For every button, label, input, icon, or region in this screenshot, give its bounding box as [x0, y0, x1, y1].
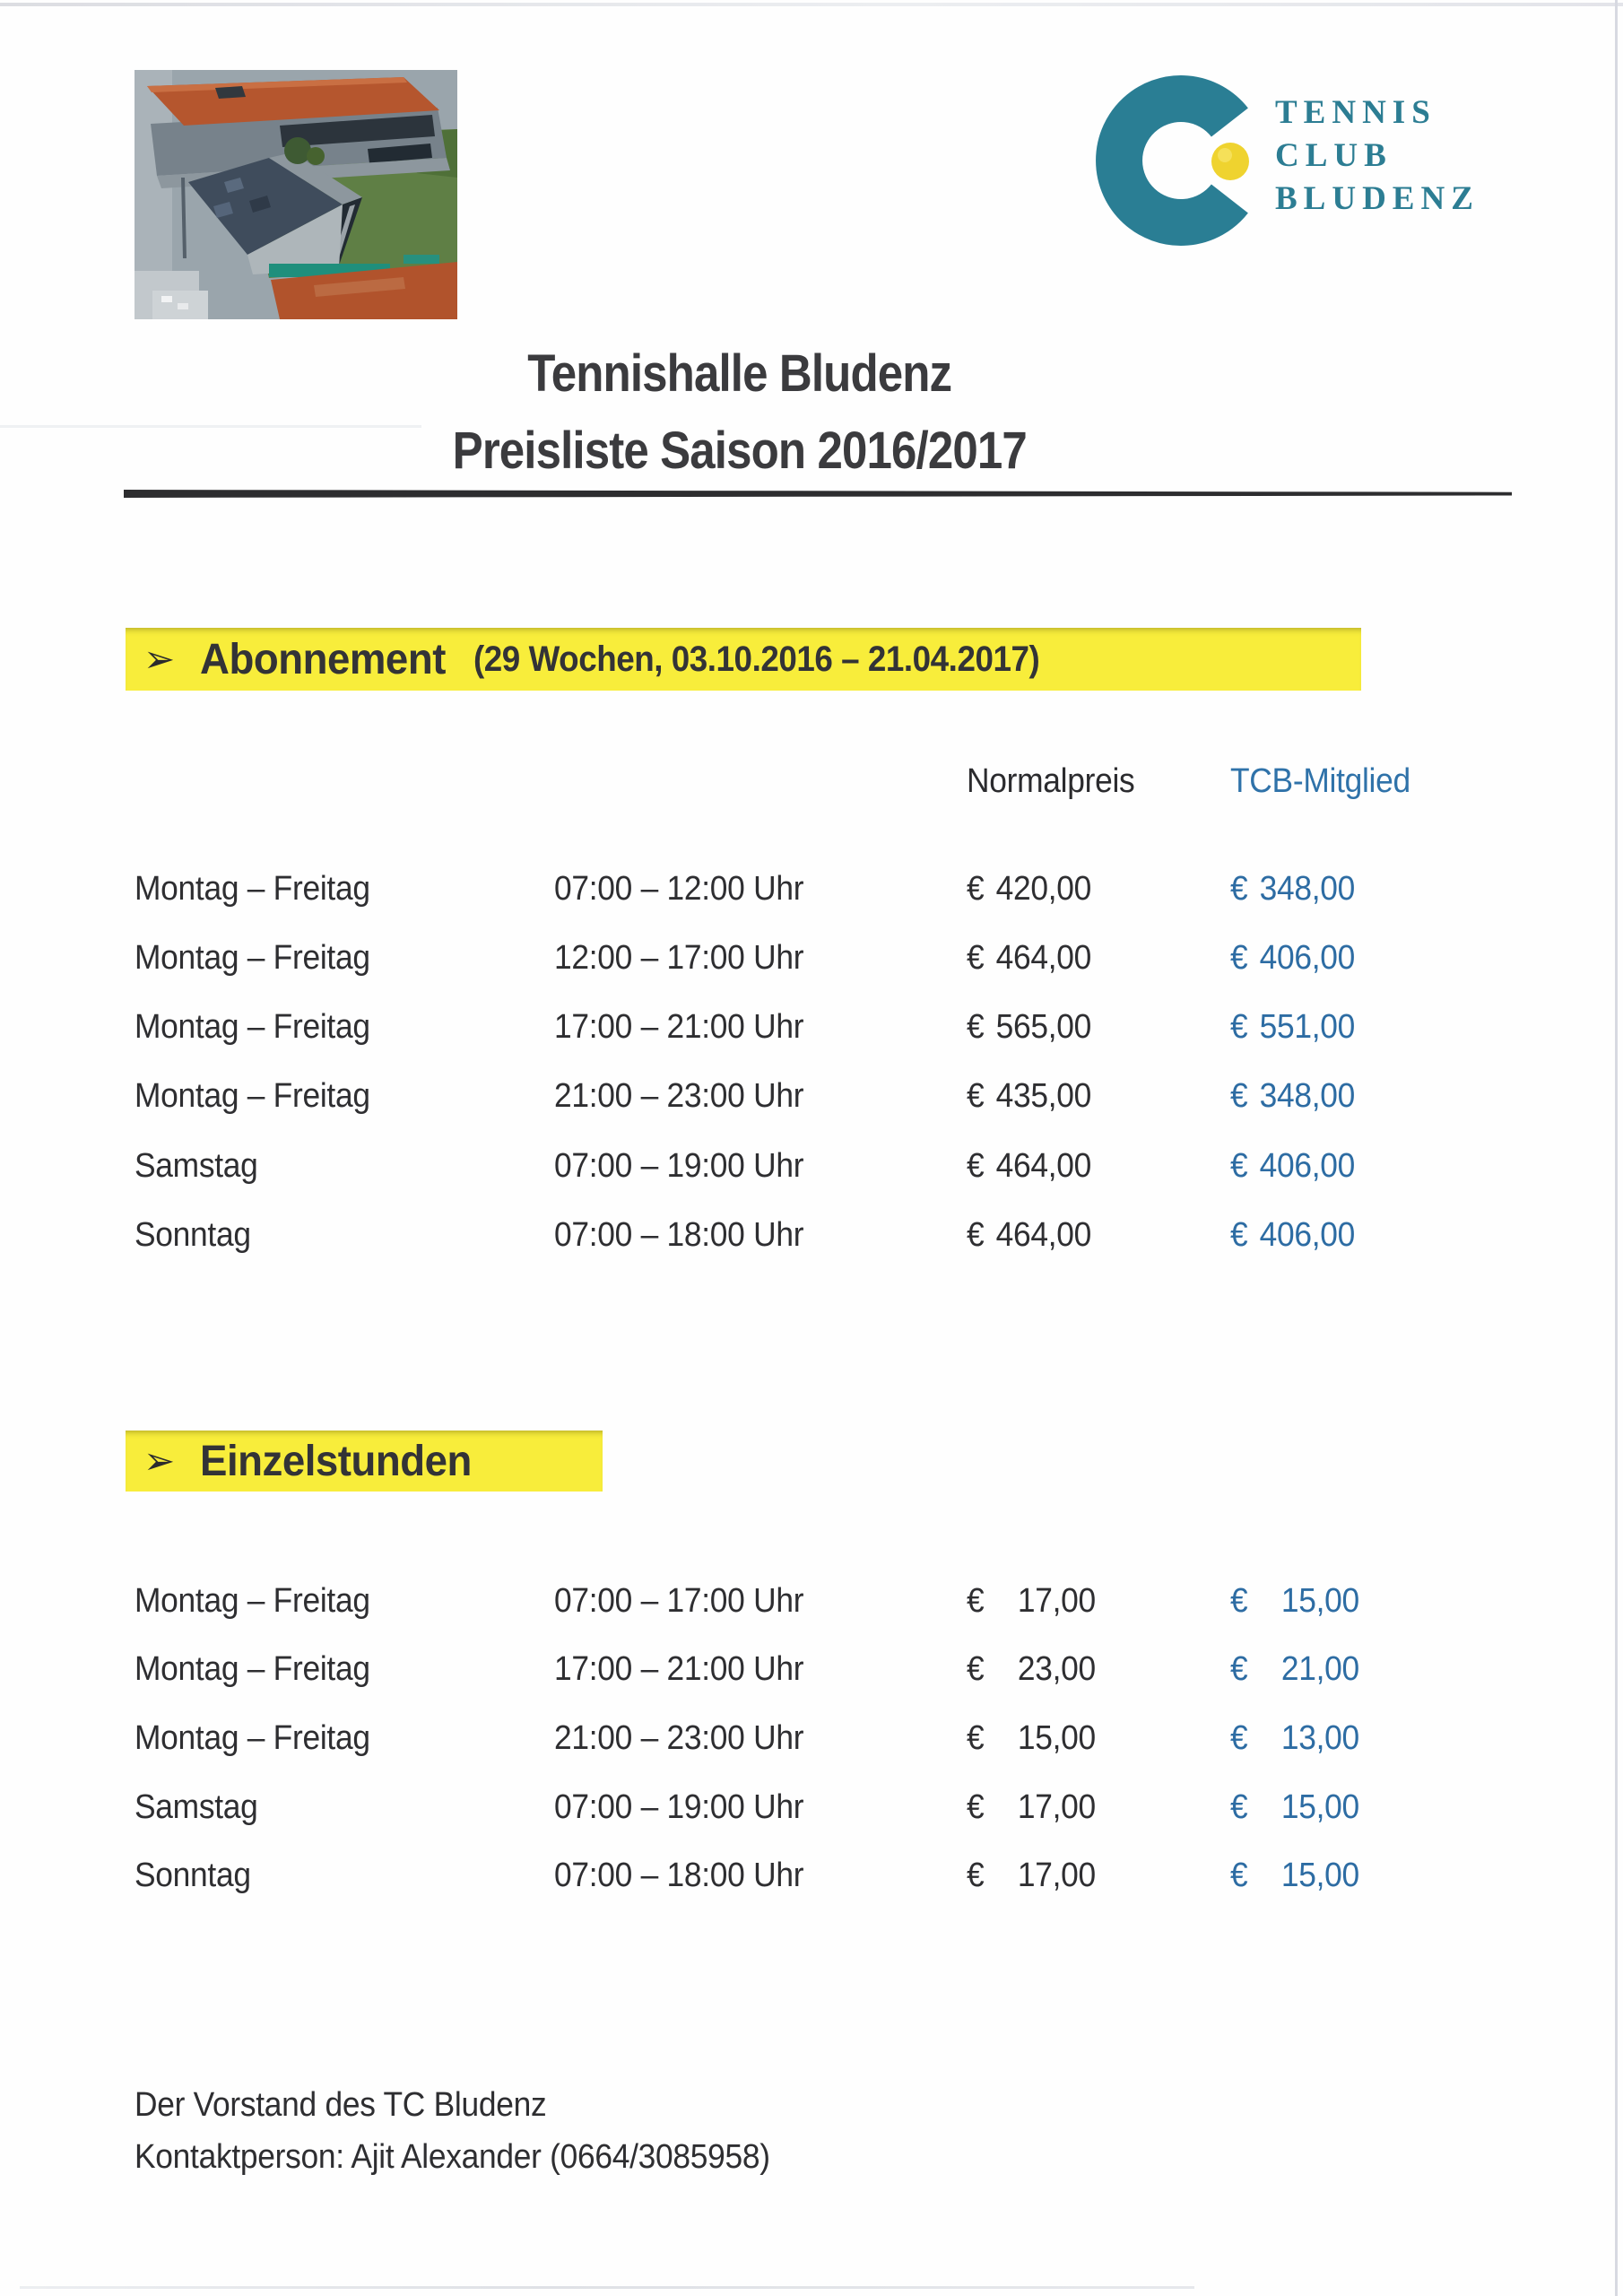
- club-logo-text: [1275, 91, 1480, 221]
- time-cell: 07:00 – 12:00 Uhr: [554, 870, 804, 908]
- day-cell: Montag – Freitag: [135, 1650, 370, 1688]
- footer-line1: Der Vorstand des TC Bludenz: [135, 2086, 547, 2124]
- document-title: [126, 346, 1354, 479]
- normal-price-cell: € 464,00: [967, 939, 1092, 977]
- day-cell: Montag – Freitag: [135, 870, 370, 908]
- price-table-header: [0, 762, 1623, 802]
- member-price-cell: € 551,00: [1230, 1008, 1356, 1046]
- time-cell: 12:00 – 17:00 Uhr: [554, 939, 804, 977]
- normal-price-cell: € 464,00: [967, 1216, 1092, 1254]
- member-price-cell: € 406,00: [1230, 1147, 1356, 1185]
- day-cell: Montag – Freitag: [135, 1008, 370, 1046]
- column-header-normalpreis: Normalpreis: [967, 762, 1135, 800]
- normal-price-cell: € 17,00: [967, 1788, 1096, 1826]
- document-title-line2: Preisliste Saison 2016/2017: [452, 422, 1028, 480]
- arrow-bullet-icon: ➢: [143, 637, 176, 681]
- scan-artifact-top: [0, 3, 1623, 6]
- time-cell: 07:00 – 18:00 Uhr: [554, 1857, 804, 1894]
- normal-price-cell: € 15,00: [967, 1719, 1096, 1757]
- time-cell: 07:00 – 19:00 Uhr: [554, 1788, 804, 1826]
- price-row: [0, 1216, 1623, 1256]
- price-row: [0, 1582, 1623, 1622]
- price-row: [0, 1650, 1623, 1690]
- price-row: [0, 1857, 1623, 1896]
- member-price-cell: € 15,00: [1230, 1582, 1359, 1620]
- time-cell: 07:00 – 18:00 Uhr: [554, 1216, 804, 1254]
- normal-price-cell: € 23,00: [967, 1650, 1096, 1688]
- day-cell: Montag – Freitag: [135, 939, 370, 977]
- arrow-bullet-icon: ➢: [143, 1439, 176, 1483]
- section-subtitle: (29 Wochen, 03.10.2016 – 21.04.2017): [473, 639, 1039, 679]
- day-cell: Sonntag: [135, 1857, 251, 1894]
- time-cell: 21:00 – 23:00 Uhr: [554, 1719, 804, 1757]
- title-divider: [124, 490, 1512, 498]
- member-price-cell: € 21,00: [1230, 1650, 1359, 1688]
- club-logo: [1096, 66, 1526, 259]
- tennishalle-aerial-photo: [135, 70, 457, 319]
- section-heading-einzelstunden: [126, 1431, 603, 1492]
- section-title: Abonnement: [200, 635, 447, 683]
- price-row: [0, 1719, 1623, 1759]
- price-row: [0, 1077, 1623, 1117]
- time-cell: 07:00 – 17:00 Uhr: [554, 1582, 804, 1620]
- time-cell: 21:00 – 23:00 Uhr: [554, 1077, 804, 1115]
- column-header-tcb-mitglied: TCB-Mitglied: [1230, 762, 1410, 800]
- normal-price-cell: € 565,00: [967, 1008, 1092, 1046]
- logo-text-line: BLUDENZ: [1275, 180, 1480, 217]
- price-row: [0, 939, 1623, 978]
- day-cell: Montag – Freitag: [135, 1077, 370, 1115]
- normal-price-cell: € 464,00: [967, 1147, 1092, 1185]
- normal-price-cell: € 435,00: [967, 1077, 1092, 1115]
- price-row: [0, 1008, 1623, 1048]
- logo-text-line: CLUB: [1275, 137, 1393, 174]
- day-cell: Sonntag: [135, 1216, 251, 1254]
- day-cell: Montag – Freitag: [135, 1719, 370, 1757]
- price-row: [0, 1147, 1623, 1187]
- aerial-photo-image: [135, 70, 457, 319]
- footer-line2: Kontaktperson: Ajit Alexander (0664/3085958): [135, 2138, 770, 2176]
- price-row: [0, 870, 1623, 909]
- day-cell: Samstag: [135, 1788, 258, 1826]
- logo-text-line: TENNIS: [1275, 94, 1436, 131]
- time-cell: 07:00 – 19:00 Uhr: [554, 1147, 804, 1185]
- member-price-cell: € 348,00: [1230, 1077, 1356, 1115]
- member-price-cell: € 406,00: [1230, 1216, 1356, 1254]
- tennis-ball-icon: [1211, 143, 1249, 180]
- time-cell: 17:00 – 21:00 Uhr: [554, 1008, 804, 1046]
- document-title-line1: Tennishalle Bludenz: [527, 344, 952, 403]
- member-price-cell: € 15,00: [1230, 1857, 1359, 1894]
- price-row: [0, 1788, 1623, 1828]
- time-cell: 17:00 – 21:00 Uhr: [554, 1650, 804, 1688]
- day-cell: Samstag: [135, 1147, 258, 1185]
- club-logo-c-icon: [1096, 66, 1262, 257]
- member-price-cell: € 13,00: [1230, 1719, 1359, 1757]
- day-cell: Montag – Freitag: [135, 1582, 370, 1620]
- member-price-cell: € 348,00: [1230, 870, 1356, 908]
- section-heading-abonnement: [126, 628, 1361, 691]
- scan-artifact-bottom: [20, 2286, 1194, 2289]
- normal-price-cell: € 17,00: [967, 1582, 1096, 1620]
- normal-price-cell: € 420,00: [967, 870, 1092, 908]
- member-price-cell: € 406,00: [1230, 939, 1356, 977]
- member-price-cell: € 15,00: [1230, 1788, 1359, 1826]
- normal-price-cell: € 17,00: [967, 1857, 1096, 1894]
- section-title: Einzelstunden: [200, 1437, 473, 1485]
